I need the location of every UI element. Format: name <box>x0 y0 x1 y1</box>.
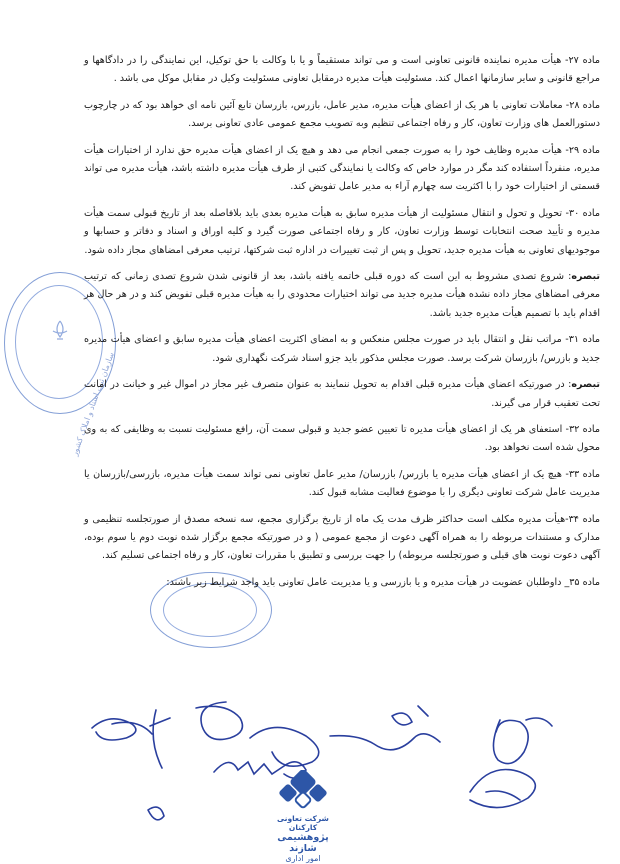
signature-6 <box>330 734 440 750</box>
article-32: ماده ۳۲- استعفای هر یک از اعضای هیأت مدیره تا تعیین عضو جدید و قبولی سمت آن، رافع مسئولیت نسبت به وظایفی که به وی محول شده است نخواهد بود. <box>84 423 600 454</box>
signature-5 <box>250 727 319 766</box>
signature-9 <box>470 770 535 808</box>
article-33: ماده ۳۳- هیچ یک از اعضای هیأت مدیره یا بازرس/ بازرسان/ مدیر عامل تعاونی نمی تواند سمت هیأت مدیره، بازرسی/بازرسان یا مدیریت عامل شرکت تعاونی دیگری را با موضوع فعالیت مشابه قبول کند. <box>84 468 600 499</box>
note-30: تبصره: شروع تصدی مشروط به این است که دوره قبلی خاتمه یافته باشد، بعد از قانونی شدن شروع تصدی زمانی که ترتیب معرفی امضاهای مجاز داده نشده هیأت مدیره جدید می تواند اختیارات محدودی را به هیأت مدیره قبلی تفویض کند و در هر حال هر اقدام باید با تصمیم هیأت مدیره جدید باشد. <box>84 271 600 319</box>
signature-3 <box>196 702 242 740</box>
logo-company-type: شرکت تعاونی کارکنان <box>277 814 329 832</box>
stamp-text: سازمان ثبت اسناد و املاک کشور <box>69 351 116 457</box>
article-31: ماده ۳۱- مراتب نقل و انتقال باید در صورت مجلس منعکس و به امضای اکثریت اعضای هیأت مدیره سابق و اعضای هیأت مدیره جدید و بازرس/ بازرسان شرکت برسد. صورت مجلس مذکور باید جزو اسناد شرکت نگهداری شود. <box>84 334 600 364</box>
logo-department: امور اداری <box>285 854 321 863</box>
signature-7 <box>392 706 428 725</box>
document-body <box>84 52 600 600</box>
article-30: ماده ۳۰- تحویل و تحول و انتقال مسئولیت از هیأت مدیره سابق به هیأت مدیره بعدی باید بلافاصله بعد از تاریخ قبولی سمت هیأت مدیره و تأیید صحت انتخابات توسط وزارت تعاون، کار و رفاه اجتماعی صورت گیرد و کلیه اوراق و اسناد و دفاتر و حسابها و موجودیهای تعاونی به هیأت مدیره جدید، تحویل و پس از ثبت تغییرات در اداره ثبت شرکتها، ترتیب معرفی امضاهای مجاز داده شود. <box>84 207 600 256</box>
logo-company-name: پژوهشیمی شازند <box>277 832 329 854</box>
article-35: ماده ۳۵_ داوطلبان عضویت در هیأت مدیره و یا بازرسی و یا مدیریت عامل تعاونی باید واجد شرایط زیر باشند: <box>166 576 600 588</box>
signature-2 <box>150 710 170 768</box>
article-27: ماده ۲۷- هیأت مدیره نماینده قانونی تعاونی است و می تواند مستقیماً و یا با وکالت با حق توکیل، این نمایندگی را در دادگاهها و مراجع قانونی و سایر سازمانها اعمال کند. مسئولیت هیأت مدیره درمقابل تعاونی مسئولیت وکیل در مقابل موکل می باشد . <box>84 55 600 85</box>
signature-8 <box>493 718 552 764</box>
company-logo <box>262 770 344 863</box>
note-label: تبصره <box>571 379 600 391</box>
company-logo-icon <box>275 770 331 810</box>
note-label: تبصره <box>571 271 600 283</box>
article-28: ماده ۲۸- معاملات تعاونی با هر یک از اعضای هیأت مدیره، مدیر عامل، بازرس، بازرسان تابع آئین نامه ای خواهد بود که در چارچوب دستورالعمل های وزارت تعاون، کار و رفاه اجتماعی تنظیم وبه تصویب مجمع عمومی عادی تعاونی برسد. <box>84 99 600 130</box>
article-29: ماده ۲۹- هیأت مدیره وظایف خود را به صورت جمعی انجام می دهد و هیچ یک از اعضای هیأت مدیره حق ندارد از اختیارات هیأت مدیره، منفرداً استفاده کند مگر در موارد خاص که وکالت یا نمایندگی کتبی از طرف هیأت مدیره داشته باشد، هیأت مدیره می تواند قسمتی از اختیارات خود را با اکثریت سه چهارم آراء به مدیر عامل تفویض کند. <box>84 144 600 193</box>
signature-10 <box>148 807 164 820</box>
article-34: ماده ۳۴-هیأت مدیره مکلف است حداکثر ظرف مدت یک ماه از تاریخ برگزاری مجمع، سه نسخه مصدق از صورتجلسه تنظیمی و مدارک و مستندات مربوطه را به همراه آگهی دعوت از مجمع عمومی ( و در صورتیکه مجمع برگزار شده نوبت دوم یا سوم بوده، آگهی دعوت نوبت های قبلی و صورتجلسه مربوطه) را جهت بررسی و تطبیق با مقررات تعاون، کار و رفاه اجتماعی تسلیم کند. <box>84 513 600 562</box>
signature-1 <box>92 719 152 740</box>
note-31: تبصره: در صورتیکه اعضای هیأت مدیره قبلی اقدام به تحویل ننمایند به عنوان متصرف غیر مجاز در اموال غیر و خیانت در امانت تحت تعقیب قرار می گیرند. <box>84 379 600 409</box>
